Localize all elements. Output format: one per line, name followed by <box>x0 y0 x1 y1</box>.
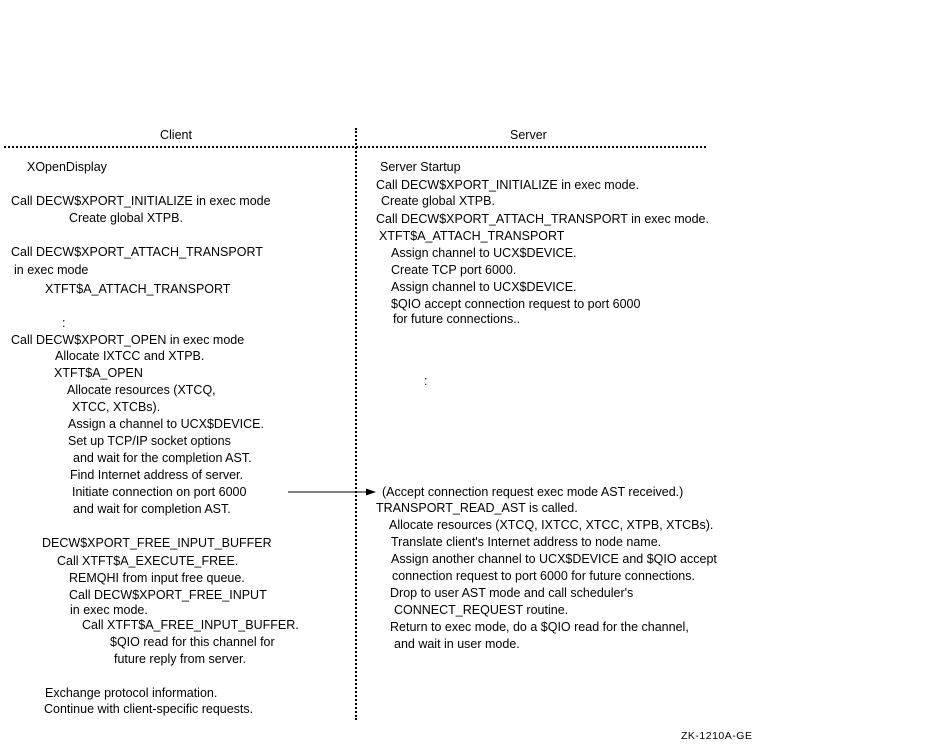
server-line: $QIO accept connection request to port 6000 <box>391 297 641 311</box>
server-line: Drop to user AST mode and call scheduler's <box>390 586 634 600</box>
client-line: Initiate connection on port 6000 <box>72 485 247 499</box>
client-line: XTFT$A_OPEN <box>54 366 143 380</box>
server-line: XTFT$A_ATTACH_TRANSPORT <box>379 229 565 243</box>
connection-arrow <box>286 484 376 500</box>
client-line: and wait for completion AST. <box>73 502 231 516</box>
client-line: Call DECW$XPORT_INITIALIZE in exec mode <box>11 194 271 208</box>
server-column-header: Server <box>510 128 547 142</box>
client-line: XTFT$A_ATTACH_TRANSPORT <box>45 282 231 296</box>
client-line: Call XTFT$A_EXECUTE_FREE. <box>57 554 239 568</box>
server-line: Call DECW$XPORT_INITIALIZE in exec mode. <box>376 178 640 192</box>
server-line: (Accept connection request exec mode AST received.) <box>382 485 684 499</box>
client-line: Call DECW$XPORT_FREE_INPUT <box>69 588 267 602</box>
client-line: Exchange protocol information. <box>45 686 218 700</box>
server-ellipsis: : <box>424 374 428 388</box>
figure-id: ZK-1210A-GE <box>681 730 753 742</box>
server-line: Create TCP port 6000. <box>391 263 517 277</box>
client-line: XTCC, XTCBs). <box>72 400 161 414</box>
server-line: for future connections.. <box>393 312 521 326</box>
client-line: Set up TCP/IP socket options <box>68 434 231 448</box>
client-line: Allocate resources (XTCQ, <box>67 383 216 397</box>
client-line: Call DECW$XPORT_OPEN in exec mode <box>11 333 245 347</box>
client-column-header: Client <box>160 128 192 142</box>
column-divider <box>355 128 357 720</box>
client-line: future reply from server. <box>114 652 246 666</box>
server-line: Assign channel to UCX$DEVICE. <box>391 280 577 294</box>
client-line: Continue with client-specific requests. <box>44 702 254 716</box>
server-line: Call DECW$XPORT_ATTACH_TRANSPORT in exec mode. <box>376 212 709 226</box>
server-line: connection request to port 6000 for future connections. <box>392 569 695 583</box>
client-line: Call DECW$XPORT_ATTACH_TRANSPORT <box>11 245 263 259</box>
client-line: Assign a channel to UCX$DEVICE. <box>68 417 264 431</box>
server-line: Assign another channel to UCX$DEVICE and $QIO accept <box>391 552 717 566</box>
client-line: Allocate IXTCC and XTPB. <box>55 349 205 363</box>
client-line: Call XTFT$A_FREE_INPUT_BUFFER. <box>82 618 299 632</box>
server-line: Allocate resources (XTCQ, IXTCC, XTCC, XTPB, XTCBs). <box>389 518 714 532</box>
server-line: TRANSPORT_READ_AST is called. <box>376 501 578 515</box>
server-line: Server Startup <box>380 160 461 174</box>
client-line: Find Internet address of server. <box>70 468 244 482</box>
server-line: Return to exec mode, do a $QIO read for the channel, <box>390 620 689 634</box>
server-line: Create global XTPB. <box>381 194 495 208</box>
client-line: in exec mode <box>14 263 89 277</box>
client-line: in exec mode. <box>70 603 148 617</box>
client-ellipsis: : <box>62 316 66 330</box>
client-line: REMQHI from input free queue. <box>69 571 245 585</box>
client-line: Create global XTPB. <box>69 211 183 225</box>
server-line: Translate client's Internet address to node name. <box>391 535 662 549</box>
client-line: $QIO read for this channel for <box>110 635 275 649</box>
client-line: XOpenDisplay <box>27 160 107 174</box>
server-line: CONNECT_REQUEST routine. <box>394 603 569 617</box>
server-line: and wait in user mode. <box>394 637 520 651</box>
client-line: DECW$XPORT_FREE_INPUT_BUFFER <box>42 536 272 550</box>
client-line: and wait for the completion AST. <box>73 451 252 465</box>
server-line: Assign channel to UCX$DEVICE. <box>391 246 577 260</box>
